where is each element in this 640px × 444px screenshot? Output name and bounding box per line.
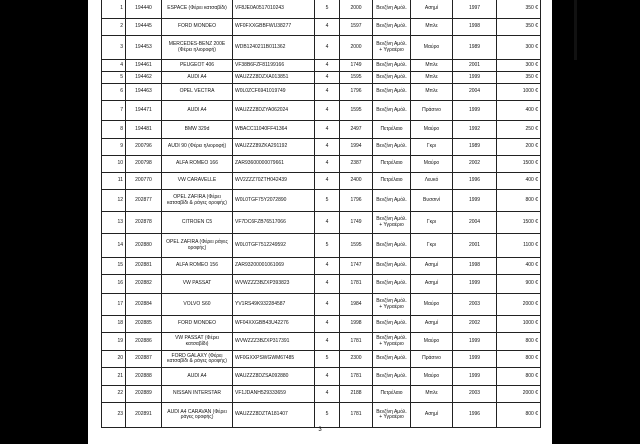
cell-vin: WF0FXXGBBFWU38277 [233,19,315,36]
cell-fuel: Βενζίνη Αμόλ. [373,19,411,36]
cell-row-number: 20 [102,351,126,368]
cell-model: AUDI A4 [162,368,233,386]
cell-price: 1500 € [497,156,541,173]
cell-seats: 4 [315,156,340,173]
cell-vin: ZAR93200001061069 [233,258,315,275]
cell-vin: W0L0TGF7512249592 [233,234,315,258]
cell-color: Μαύρο [411,156,453,173]
table-row [102,275,541,294]
cell-year: 1992 [453,121,497,139]
cell-color: Μπλε [411,72,453,84]
cell-model: MERCEDES-BENZ 200E (Φέρει ηλιοροφή) [162,36,233,60]
cell-cc: 1595 [340,101,373,121]
cell-model: OPEL VECTRA [162,84,233,101]
cell-row-number: 3 [102,36,126,60]
cell-fuel: Πετρέλαιο [373,121,411,139]
table-row [102,190,541,212]
cell-row-number: 21 [102,368,126,386]
page-number: 3 [318,427,322,433]
cell-code: 194440 [126,0,162,19]
cell-seats: 4 [315,121,340,139]
cell-fuel: Βενζίνη Αμόλ. [373,60,411,72]
cell-fuel: Βενζίνη Αμόλ. [373,368,411,386]
cell-color: Ασημί [411,258,453,275]
cell-row-number: 15 [102,258,126,275]
vehicle-table [101,0,541,428]
cell-price: 2000 € [497,386,541,403]
cell-code: 202877 [126,190,162,212]
cell-color: Γκρι [411,234,453,258]
cell-fuel: Πετρέλαιο [373,173,411,190]
cell-model: AUDI A4 [162,72,233,84]
cell-code: 202889 [126,386,162,403]
cell-row-number: 18 [102,316,126,333]
cell-fuel: Βενζίνη Αμόλ. [373,190,411,212]
cell-code: 202885 [126,316,162,333]
table-row [102,368,541,386]
cell-model: ALFA ROMEO 156 [162,258,233,275]
cell-color: Μαύρο [411,36,453,60]
cell-seats: 4 [315,173,340,190]
cell-vin: WVWZZZ3BZXP393823 [233,275,315,294]
cell-price: 250 € [497,121,541,139]
cell-year: 1998 [453,258,497,275]
cell-seats: 4 [315,19,340,36]
table-row [102,0,541,19]
cell-color: Μπλε [411,386,453,403]
cell-year: 1996 [453,173,497,190]
cell-year: 1997 [453,0,497,19]
cell-row-number: 5 [102,72,126,84]
cell-model: BMW 329d [162,121,233,139]
cell-fuel: Βενζίνη Αμόλ. [373,234,411,258]
cell-model: ALFA ROMEO 166 [162,156,233,173]
cell-color: Μαύρο [411,333,453,351]
table-row [102,139,541,156]
cell-code: 194462 [126,72,162,84]
cell-model: AUDI 90 (Φέρει ηλιοροφή) [162,139,233,156]
cell-vin: WDB1240211B011362 [233,36,315,60]
cell-vin: WAUZZZ8DZXA013851 [233,72,315,84]
cell-code: 202882 [126,275,162,294]
cell-cc: 1597 [340,19,373,36]
cell-seats: 4 [315,386,340,403]
cell-price: 2000 € [497,294,541,316]
cell-cc: 2000 [340,0,373,19]
cell-vin: WAUZZZ89ZKA291192 [233,139,315,156]
cell-fuel: Βενζίνη Αμόλ. + Υγραέριο [373,294,411,316]
cell-code: 202887 [126,351,162,368]
cell-cc: 1747 [340,258,373,275]
cell-price: 1100 € [497,234,541,258]
cell-seats: 4 [315,84,340,101]
cell-year: 2004 [453,84,497,101]
cell-row-number: 2 [102,19,126,36]
cell-seats: 4 [315,333,340,351]
cell-year: 2002 [453,316,497,333]
cell-price: 200 € [497,139,541,156]
cell-fuel: Βενζίνη Αμόλ. + Υγραέριο [373,212,411,234]
cell-fuel: Βενζίνη Αμόλ. [373,0,411,19]
cell-vin: WBACC11040FF41364 [233,121,315,139]
table-row [102,84,541,101]
cell-year: 1999 [453,101,497,121]
cell-fuel: Βενζίνη Αμόλ. [373,72,411,84]
cell-price: 800 € [497,351,541,368]
cell-cc: 1781 [340,275,373,294]
cell-price: 1000 € [497,84,541,101]
cell-fuel: Βενζίνη Αμόλ. [373,258,411,275]
cell-code: 200798 [126,156,162,173]
cell-seats: 5 [315,351,340,368]
cell-price: 300 € [497,36,541,60]
cell-color: Μαύρο [411,368,453,386]
cell-vin: WF0GXXPSWGWM67485 [233,351,315,368]
table-row [102,121,541,139]
cell-row-number: 12 [102,190,126,212]
cell-model: CITROEN C5 [162,212,233,234]
cell-code: 202888 [126,368,162,386]
table-row [102,173,541,190]
cell-model: VW PASSAT (Φέρει κατσαβίδι) [162,333,233,351]
cell-cc: 2387 [340,156,373,173]
cell-code: 202880 [126,234,162,258]
cell-seats: 4 [315,275,340,294]
cell-model: PEUGEOT 406 [162,60,233,72]
cell-color: Ασημί [411,403,453,428]
cell-price: 400 € [497,101,541,121]
table-row [102,36,541,60]
cell-model: OPEL ZAFIRA (Φέρει ράγες οροφής) [162,234,233,258]
cell-year: 1999 [453,275,497,294]
cell-row-number: 19 [102,333,126,351]
cell-row-number: 9 [102,139,126,156]
cell-row-number: 10 [102,156,126,173]
cell-cc: 1781 [340,333,373,351]
cell-vin: VF1JDANH529333659 [233,386,315,403]
table-row [102,19,541,36]
cell-price: 800 € [497,403,541,428]
cell-code: 202891 [126,403,162,428]
cell-year: 1996 [453,403,497,428]
cell-price: 800 € [497,368,541,386]
cell-code: 202884 [126,294,162,316]
cell-cc: 1749 [340,60,373,72]
cell-price: 350 € [497,72,541,84]
table-row [102,333,541,351]
cell-fuel: Βενζίνη Αμόλ. + Υγραέριο [373,333,411,351]
cell-code: 194453 [126,36,162,60]
cell-row-number: 4 [102,60,126,72]
cell-year: 1999 [453,351,497,368]
cell-vin: ZAR93600000079661 [233,156,315,173]
cell-cc: 2300 [340,351,373,368]
cell-seats: 4 [315,101,340,121]
cell-code: 194461 [126,60,162,72]
cell-seats: 4 [315,316,340,333]
cell-seats: 4 [315,212,340,234]
cell-price: 1000 € [497,316,541,333]
table-row [102,351,541,368]
document-page [88,0,552,444]
cell-cc: 2497 [340,121,373,139]
cell-color: Μπλε [411,19,453,36]
cell-year: 1999 [453,333,497,351]
cell-code: 202881 [126,258,162,275]
cell-row-number: 14 [102,234,126,258]
cell-seats: 5 [315,0,340,19]
table-row [102,101,541,121]
cell-cc: 1749 [340,212,373,234]
table-row [102,72,541,84]
cell-cc: 1781 [340,368,373,386]
cell-year: 2001 [453,234,497,258]
cell-row-number: 6 [102,84,126,101]
cell-year: 1999 [453,368,497,386]
cell-code: 202878 [126,212,162,234]
cell-cc: 1796 [340,190,373,212]
cell-fuel: Βενζίνη Αμόλ. [373,84,411,101]
cell-seats: 4 [315,258,340,275]
cell-cc: 1998 [340,316,373,333]
cell-cc: 1796 [340,84,373,101]
cell-row-number: 8 [102,121,126,139]
cell-row-number: 11 [102,173,126,190]
cell-vin: W0L0ZCF6941019749 [233,84,315,101]
cell-seats: 4 [315,368,340,386]
cell-seats: 4 [315,72,340,84]
cell-seats: 5 [315,403,340,428]
cell-price: 350 € [497,19,541,36]
cell-model: OPEL ZAFIRA (Φέρει κατσαβίδι & ράγες οροφής) [162,190,233,212]
cell-code: 194463 [126,84,162,101]
cell-code: 194445 [126,19,162,36]
cell-color: Βυσσινί [411,190,453,212]
table-row [102,156,541,173]
table-row [102,212,541,234]
cell-year: 1989 [453,139,497,156]
cell-vin: WVWZZZ3BZXP317391 [233,333,315,351]
cell-fuel: Πετρέλαιο [373,156,411,173]
viewer-scrollbar-thumb[interactable] [574,0,577,60]
cell-year: 1999 [453,72,497,84]
table-row [102,60,541,72]
cell-seats: 4 [315,36,340,60]
cell-row-number: 22 [102,386,126,403]
cell-price: 350 € [497,0,541,19]
cell-vin: WF04XXGBB43U42276 [233,316,315,333]
cell-model: AUDI A4 [162,101,233,121]
cell-year: 2003 [453,386,497,403]
cell-seats: 4 [315,139,340,156]
cell-model: FORD GALAXY (Φέρει κατσαβίδι & ράγες οροφής) [162,351,233,368]
cell-price: 800 € [497,190,541,212]
cell-fuel: Βενζίνη Αμόλ. [373,275,411,294]
table-row [102,294,541,316]
cell-model: ESPACE (Φέρει κατσαβίδι) [162,0,233,19]
cell-color: Γκρι [411,212,453,234]
cell-cc: 2188 [340,386,373,403]
cell-year: 2001 [453,60,497,72]
cell-cc: 1994 [340,139,373,156]
cell-row-number: 7 [102,101,126,121]
cell-color: Ασημί [411,275,453,294]
cell-color: Ασημί [411,0,453,19]
cell-cc: 1595 [340,72,373,84]
cell-seats: 5 [315,234,340,258]
cell-seats: 4 [315,294,340,316]
cell-vin: WAUZZZ8DZTA181407 [233,403,315,428]
table-row [102,258,541,275]
table-body [102,0,541,428]
cell-seats: 4 [315,60,340,72]
cell-fuel: Βενζίνη Αμόλ. [373,316,411,333]
cell-color: Μπλε [411,60,453,72]
cell-vin: WV2ZZZ70ZTH042439 [233,173,315,190]
cell-model: FORD MONDEO [162,19,233,36]
viewer-scrollbar-track[interactable] [570,0,640,444]
cell-model: AUDI A4 CARAVAN (Φέρει ράγες οροφής) [162,403,233,428]
table-row [102,403,541,428]
cell-color: Πράσινο [411,351,453,368]
cell-fuel: Βενζίνη Αμόλ. + Υγραέριο [373,36,411,60]
cell-fuel: Πετρέλαιο [373,386,411,403]
cell-code: 194471 [126,101,162,121]
cell-fuel: Βενζίνη Αμόλ. [373,139,411,156]
cell-year: 2004 [453,212,497,234]
cell-model: VW PASSAT [162,275,233,294]
cell-cc: 1781 [340,403,373,428]
cell-year: 2003 [453,294,497,316]
cell-code: 194481 [126,121,162,139]
cell-vin: VF8JE0A0517010243 [233,0,315,19]
cell-row-number: 17 [102,294,126,316]
cell-cc: 1984 [340,294,373,316]
cell-price: 300 € [497,60,541,72]
cell-row-number: 13 [102,212,126,234]
cell-color: Λευκό [411,173,453,190]
cell-model: FORD MONDEO [162,316,233,333]
cell-seats: 5 [315,190,340,212]
cell-color: Μπλε [411,84,453,101]
cell-model: VW CARAVELLE [162,173,233,190]
cell-cc: 1595 [340,234,373,258]
cell-price: 900 € [497,275,541,294]
cell-price: 400 € [497,173,541,190]
cell-price: 800 € [497,333,541,351]
cell-price: 400 € [497,258,541,275]
cell-year: 2002 [453,156,497,173]
cell-row-number: 1 [102,0,126,19]
cell-model: NISSAN INTERSTAR [162,386,233,403]
cell-vin: VF38B6FZF81199166 [233,60,315,72]
cell-cc: 2000 [340,36,373,60]
cell-color: Μαύρο [411,121,453,139]
cell-fuel: Βενζίνη Αμόλ. [373,101,411,121]
cell-model: VOLVO S60 [162,294,233,316]
cell-row-number: 23 [102,403,126,428]
cell-vin: VF7DC6FZB76517066 [233,212,315,234]
table-row [102,386,541,403]
table-row [102,234,541,258]
cell-color: Γκρι [411,139,453,156]
cell-code: 202886 [126,333,162,351]
cell-color: Πράσινο [411,101,453,121]
cell-year: 1998 [453,19,497,36]
cell-color: Μαύρο [411,294,453,316]
cell-code: 200770 [126,173,162,190]
cell-vin: W0L0TGF75Y2072890 [233,190,315,212]
cell-year: 1999 [453,190,497,212]
cell-vin: WAUZZZ8DZSA092880 [233,368,315,386]
cell-price: 1500 € [497,212,541,234]
cell-vin: WAUZZZ8DZYA062024 [233,101,315,121]
cell-fuel: Βενζίνη Αμόλ. [373,351,411,368]
cell-vin: YV1RS49K932284587 [233,294,315,316]
cell-row-number: 16 [102,275,126,294]
table-row [102,316,541,333]
cell-fuel: Βενζίνη Αμόλ. + Υγραέριο [373,403,411,428]
cell-year: 1989 [453,36,497,60]
cell-cc: 2400 [340,173,373,190]
cell-code: 200796 [126,139,162,156]
cell-color: Ασημί [411,316,453,333]
